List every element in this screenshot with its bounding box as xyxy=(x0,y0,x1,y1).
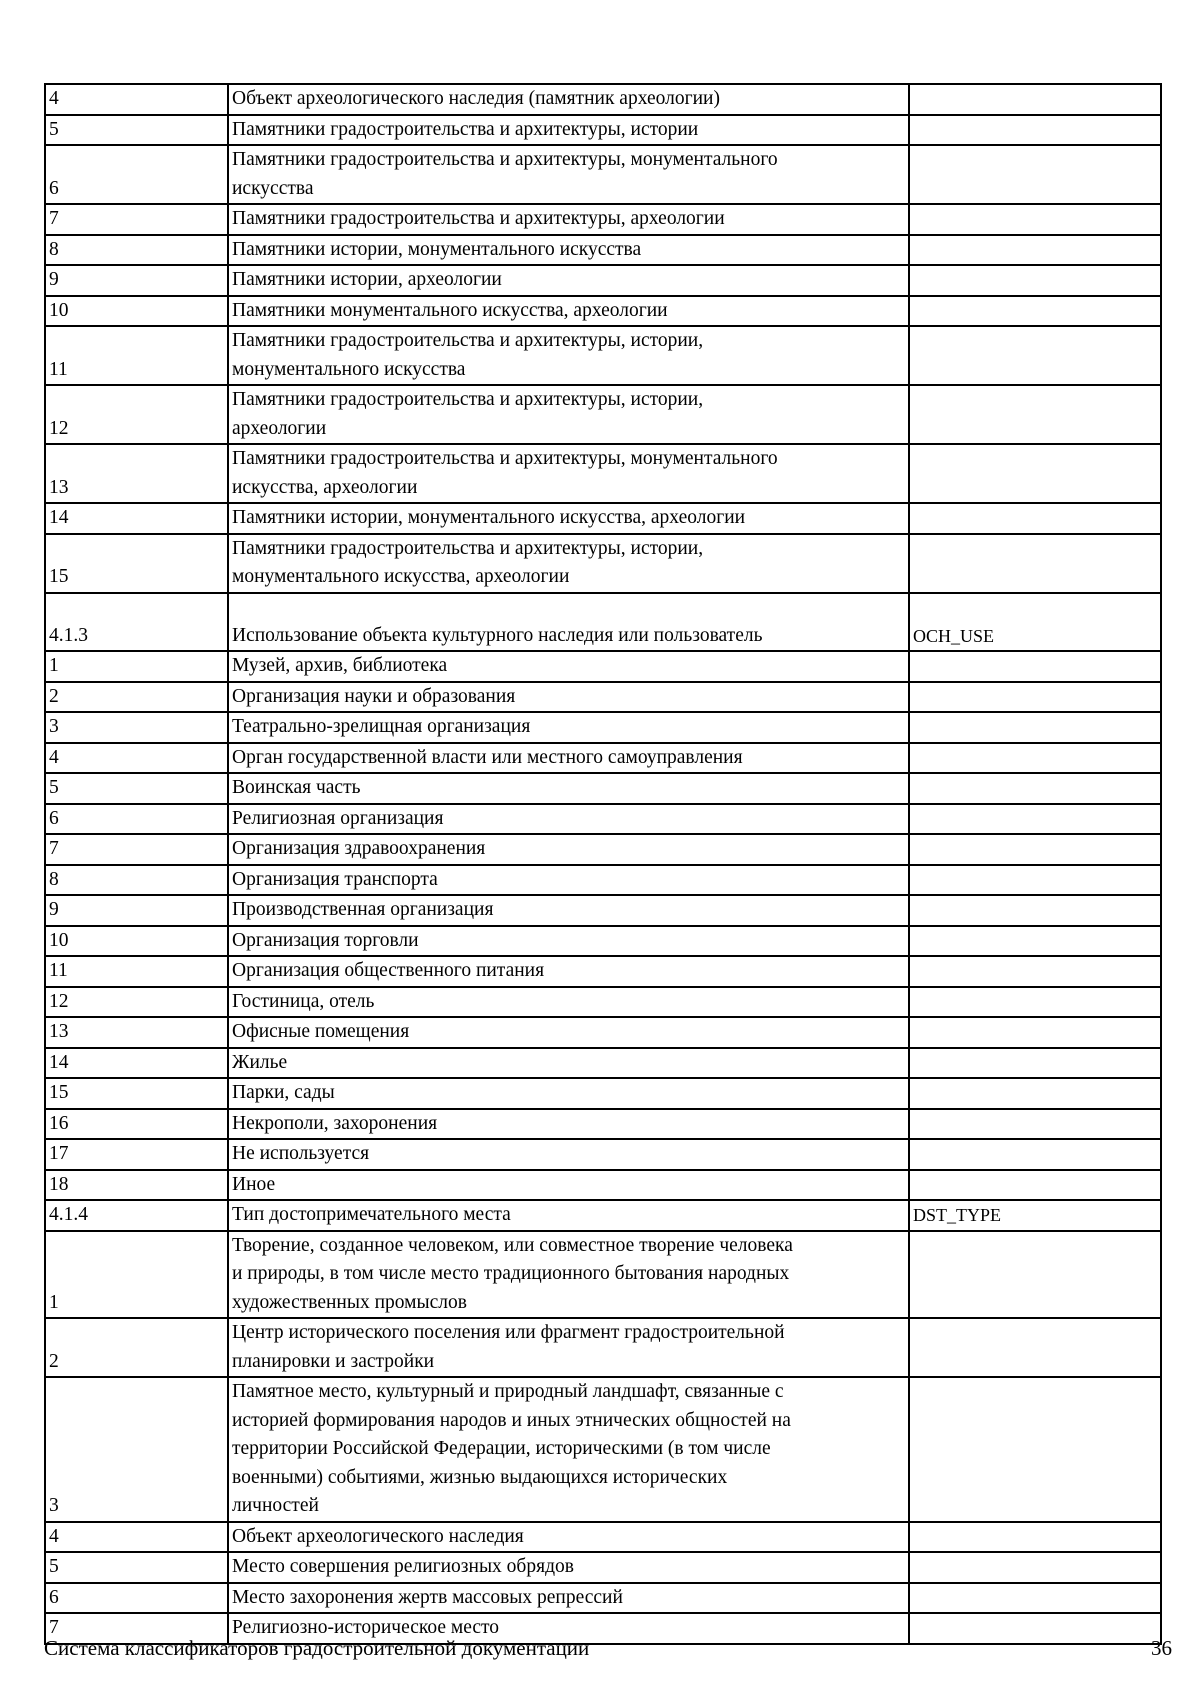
table-row xyxy=(45,115,1161,146)
row-description-cell: Музей, архив, библиотека xyxy=(228,651,909,682)
row-number-cell: 5 xyxy=(45,773,228,804)
row-description-cell: Организация транспорта xyxy=(228,865,909,896)
row-code-cell xyxy=(909,534,1161,593)
row-description-cell: Производственная организация xyxy=(228,895,909,926)
table-row xyxy=(45,326,1161,385)
table-row xyxy=(45,956,1161,987)
row-number-cell: 10 xyxy=(45,296,228,327)
table-row xyxy=(45,84,1161,115)
row-number-cell: 4 xyxy=(45,1522,228,1553)
row-description-cell: Воинская часть xyxy=(228,773,909,804)
row-number-cell: 6 xyxy=(45,145,228,204)
row-description-cell: Место совершения религиозных обрядов xyxy=(228,1552,909,1583)
table-row xyxy=(45,987,1161,1018)
row-number-cell: 13 xyxy=(45,1017,228,1048)
row-description-cell: Организация здравоохранения xyxy=(228,834,909,865)
row-code-cell xyxy=(909,84,1161,115)
row-description-cell: Объект археологического наследия (памятник археологии) xyxy=(228,84,909,115)
row-number-cell: 6 xyxy=(45,1583,228,1614)
table-row xyxy=(45,1200,1161,1231)
row-number-cell: 9 xyxy=(45,895,228,926)
table-row xyxy=(45,834,1161,865)
row-description-cell: Творение, созданное человеком, или совместное творение человека и природы, в том числе место традиционного бытования народных художественных промыслов xyxy=(228,1231,909,1319)
row-code-cell: DST_TYPE xyxy=(909,1200,1161,1231)
classifier-table-body xyxy=(45,84,1161,1644)
row-number-cell: 11 xyxy=(45,326,228,385)
row-code-cell xyxy=(909,834,1161,865)
row-description-cell: Религиозно-историческое место xyxy=(228,1613,909,1644)
row-description-cell: Место захоронения жертв массовых репрессий xyxy=(228,1583,909,1614)
table-row xyxy=(45,895,1161,926)
row-description-cell: Памятники истории, монументального искусства xyxy=(228,235,909,266)
table-row xyxy=(45,593,1161,652)
row-code-cell xyxy=(909,651,1161,682)
table-row xyxy=(45,1139,1161,1170)
row-number-cell: 4.1.4 xyxy=(45,1200,228,1231)
row-code-cell xyxy=(909,296,1161,327)
table-row xyxy=(45,534,1161,593)
row-description-cell: Офисные помещения xyxy=(228,1017,909,1048)
row-code-cell: OCH_USE xyxy=(909,593,1161,652)
row-code-cell xyxy=(909,1583,1161,1614)
row-code-cell xyxy=(909,145,1161,204)
row-description-cell: Театрально-зрелищная организация xyxy=(228,712,909,743)
row-number-cell: 15 xyxy=(45,534,228,593)
row-number-cell: 1 xyxy=(45,1231,228,1319)
row-description-cell: Памятники градостроительства и архитектуры, монументального искусства xyxy=(228,145,909,204)
footer-page-number: 36 xyxy=(1151,1636,1172,1660)
row-number-cell: 8 xyxy=(45,865,228,896)
row-description-cell: Памятники градостроительства и архитектуры, истории, монументального искусства xyxy=(228,326,909,385)
row-code-cell xyxy=(909,444,1161,503)
row-description-cell: Не используется xyxy=(228,1139,909,1170)
row-code-cell xyxy=(909,926,1161,957)
row-number-cell: 14 xyxy=(45,503,228,534)
row-description-cell: Памятники градостроительства и архитектуры, монументального искусства, археологии xyxy=(228,444,909,503)
table-row xyxy=(45,1078,1161,1109)
row-description-cell: Религиозная организация xyxy=(228,804,909,835)
row-number-cell: 7 xyxy=(45,1613,228,1644)
row-description-cell: Памятники градостроительства и архитектуры, истории, археологии xyxy=(228,385,909,444)
row-description-cell: Памятники истории, археологии xyxy=(228,265,909,296)
row-code-cell xyxy=(909,1139,1161,1170)
row-number-cell: 12 xyxy=(45,385,228,444)
row-description-cell: Памятники монументального искусства, археологии xyxy=(228,296,909,327)
footer-document-title: Система классификаторов градостроительной документации xyxy=(44,1636,590,1660)
row-code-cell xyxy=(909,1017,1161,1048)
table-row xyxy=(45,145,1161,204)
row-description-cell: Использование объекта культурного наследия или пользователь xyxy=(228,593,909,652)
row-code-cell xyxy=(909,956,1161,987)
table-row xyxy=(45,1048,1161,1079)
row-code-cell xyxy=(909,503,1161,534)
row-description-cell: Памятники градостроительства и архитектуры, истории, монументального искусства, археологии xyxy=(228,534,909,593)
classifier-table xyxy=(44,83,1162,1645)
row-code-cell xyxy=(909,895,1161,926)
row-code-cell xyxy=(909,1170,1161,1201)
row-number-cell: 5 xyxy=(45,1552,228,1583)
row-code-cell xyxy=(909,115,1161,146)
row-number-cell: 18 xyxy=(45,1170,228,1201)
table-row xyxy=(45,1583,1161,1614)
table-row xyxy=(45,444,1161,503)
table-row xyxy=(45,1552,1161,1583)
table-row xyxy=(45,235,1161,266)
row-code-cell xyxy=(909,682,1161,713)
row-code-cell xyxy=(909,385,1161,444)
row-code-cell xyxy=(909,1613,1161,1644)
row-number-cell: 17 xyxy=(45,1139,228,1170)
row-number-cell: 4.1.3 xyxy=(45,593,228,652)
row-code-cell xyxy=(909,1048,1161,1079)
row-code-cell xyxy=(909,1552,1161,1583)
table-row xyxy=(45,773,1161,804)
row-code-cell xyxy=(909,1231,1161,1319)
row-number-cell: 9 xyxy=(45,265,228,296)
row-number-cell: 7 xyxy=(45,204,228,235)
table-row xyxy=(45,1522,1161,1553)
table-row xyxy=(45,1017,1161,1048)
row-code-cell xyxy=(909,1318,1161,1377)
table-row xyxy=(45,865,1161,896)
row-number-cell: 10 xyxy=(45,926,228,957)
row-description-cell: Организация торговли xyxy=(228,926,909,957)
row-number-cell: 13 xyxy=(45,444,228,503)
row-code-cell xyxy=(909,1522,1161,1553)
row-code-cell xyxy=(909,204,1161,235)
row-code-cell xyxy=(909,865,1161,896)
row-description-cell: Памятники градостроительства и архитектуры, археологии xyxy=(228,204,909,235)
row-code-cell xyxy=(909,712,1161,743)
table-row xyxy=(45,1170,1161,1201)
row-code-cell xyxy=(909,1078,1161,1109)
row-code-cell xyxy=(909,743,1161,774)
table-row xyxy=(45,503,1161,534)
row-code-cell xyxy=(909,1109,1161,1140)
row-number-cell: 6 xyxy=(45,804,228,835)
row-number-cell: 3 xyxy=(45,712,228,743)
table-row xyxy=(45,1318,1161,1377)
row-code-cell xyxy=(909,804,1161,835)
row-description-cell: Жилье xyxy=(228,1048,909,1079)
table-row xyxy=(45,1109,1161,1140)
table-row xyxy=(45,743,1161,774)
table-row xyxy=(45,651,1161,682)
row-description-cell: Организация науки и образования xyxy=(228,682,909,713)
row-number-cell: 8 xyxy=(45,235,228,266)
table-row xyxy=(45,804,1161,835)
row-code-cell xyxy=(909,326,1161,385)
table-row xyxy=(45,1231,1161,1319)
row-description-cell: Некрополи, захоронения xyxy=(228,1109,909,1140)
row-description-cell: Центр исторического поселения или фрагмент градостроительной планировки и застройки xyxy=(228,1318,909,1377)
row-description-cell: Организация общественного питания xyxy=(228,956,909,987)
row-description-cell: Орган государственной власти или местного самоуправления xyxy=(228,743,909,774)
row-description-cell: Памятное место, культурный и природный ландшафт, связанные с историей формирования народов и иных этнических общностей на территории Российской Федерации, историческими (в том числе военными) событиями, жизнью выдающихся исторических личностей xyxy=(228,1377,909,1522)
row-code-cell xyxy=(909,773,1161,804)
table-row xyxy=(45,385,1161,444)
row-description-cell: Памятники истории, монументального искусства, археологии xyxy=(228,503,909,534)
row-number-cell: 1 xyxy=(45,651,228,682)
table-row xyxy=(45,265,1161,296)
row-description-cell: Объект археологического наследия xyxy=(228,1522,909,1553)
table-row xyxy=(45,682,1161,713)
row-description-cell: Гостиница, отель xyxy=(228,987,909,1018)
table-row xyxy=(45,204,1161,235)
row-number-cell: 15 xyxy=(45,1078,228,1109)
row-code-cell xyxy=(909,235,1161,266)
row-number-cell: 12 xyxy=(45,987,228,1018)
row-number-cell: 16 xyxy=(45,1109,228,1140)
row-number-cell: 5 xyxy=(45,115,228,146)
row-number-cell: 2 xyxy=(45,682,228,713)
row-number-cell: 7 xyxy=(45,834,228,865)
row-number-cell: 11 xyxy=(45,956,228,987)
table-row xyxy=(45,926,1161,957)
row-code-cell xyxy=(909,987,1161,1018)
row-description-cell: Тип достопримечательного места xyxy=(228,1200,909,1231)
table-row xyxy=(45,712,1161,743)
row-code-cell xyxy=(909,1377,1161,1522)
row-description-cell: Парки, сады xyxy=(228,1078,909,1109)
row-number-cell: 4 xyxy=(45,84,228,115)
row-number-cell: 2 xyxy=(45,1318,228,1377)
row-number-cell: 4 xyxy=(45,743,228,774)
table-row xyxy=(45,296,1161,327)
table-row xyxy=(45,1377,1161,1522)
row-code-cell xyxy=(909,265,1161,296)
row-number-cell: 3 xyxy=(45,1377,228,1522)
row-description-cell: Памятники градостроительства и архитектуры, истории xyxy=(228,115,909,146)
row-description-cell: Иное xyxy=(228,1170,909,1201)
row-number-cell: 14 xyxy=(45,1048,228,1079)
